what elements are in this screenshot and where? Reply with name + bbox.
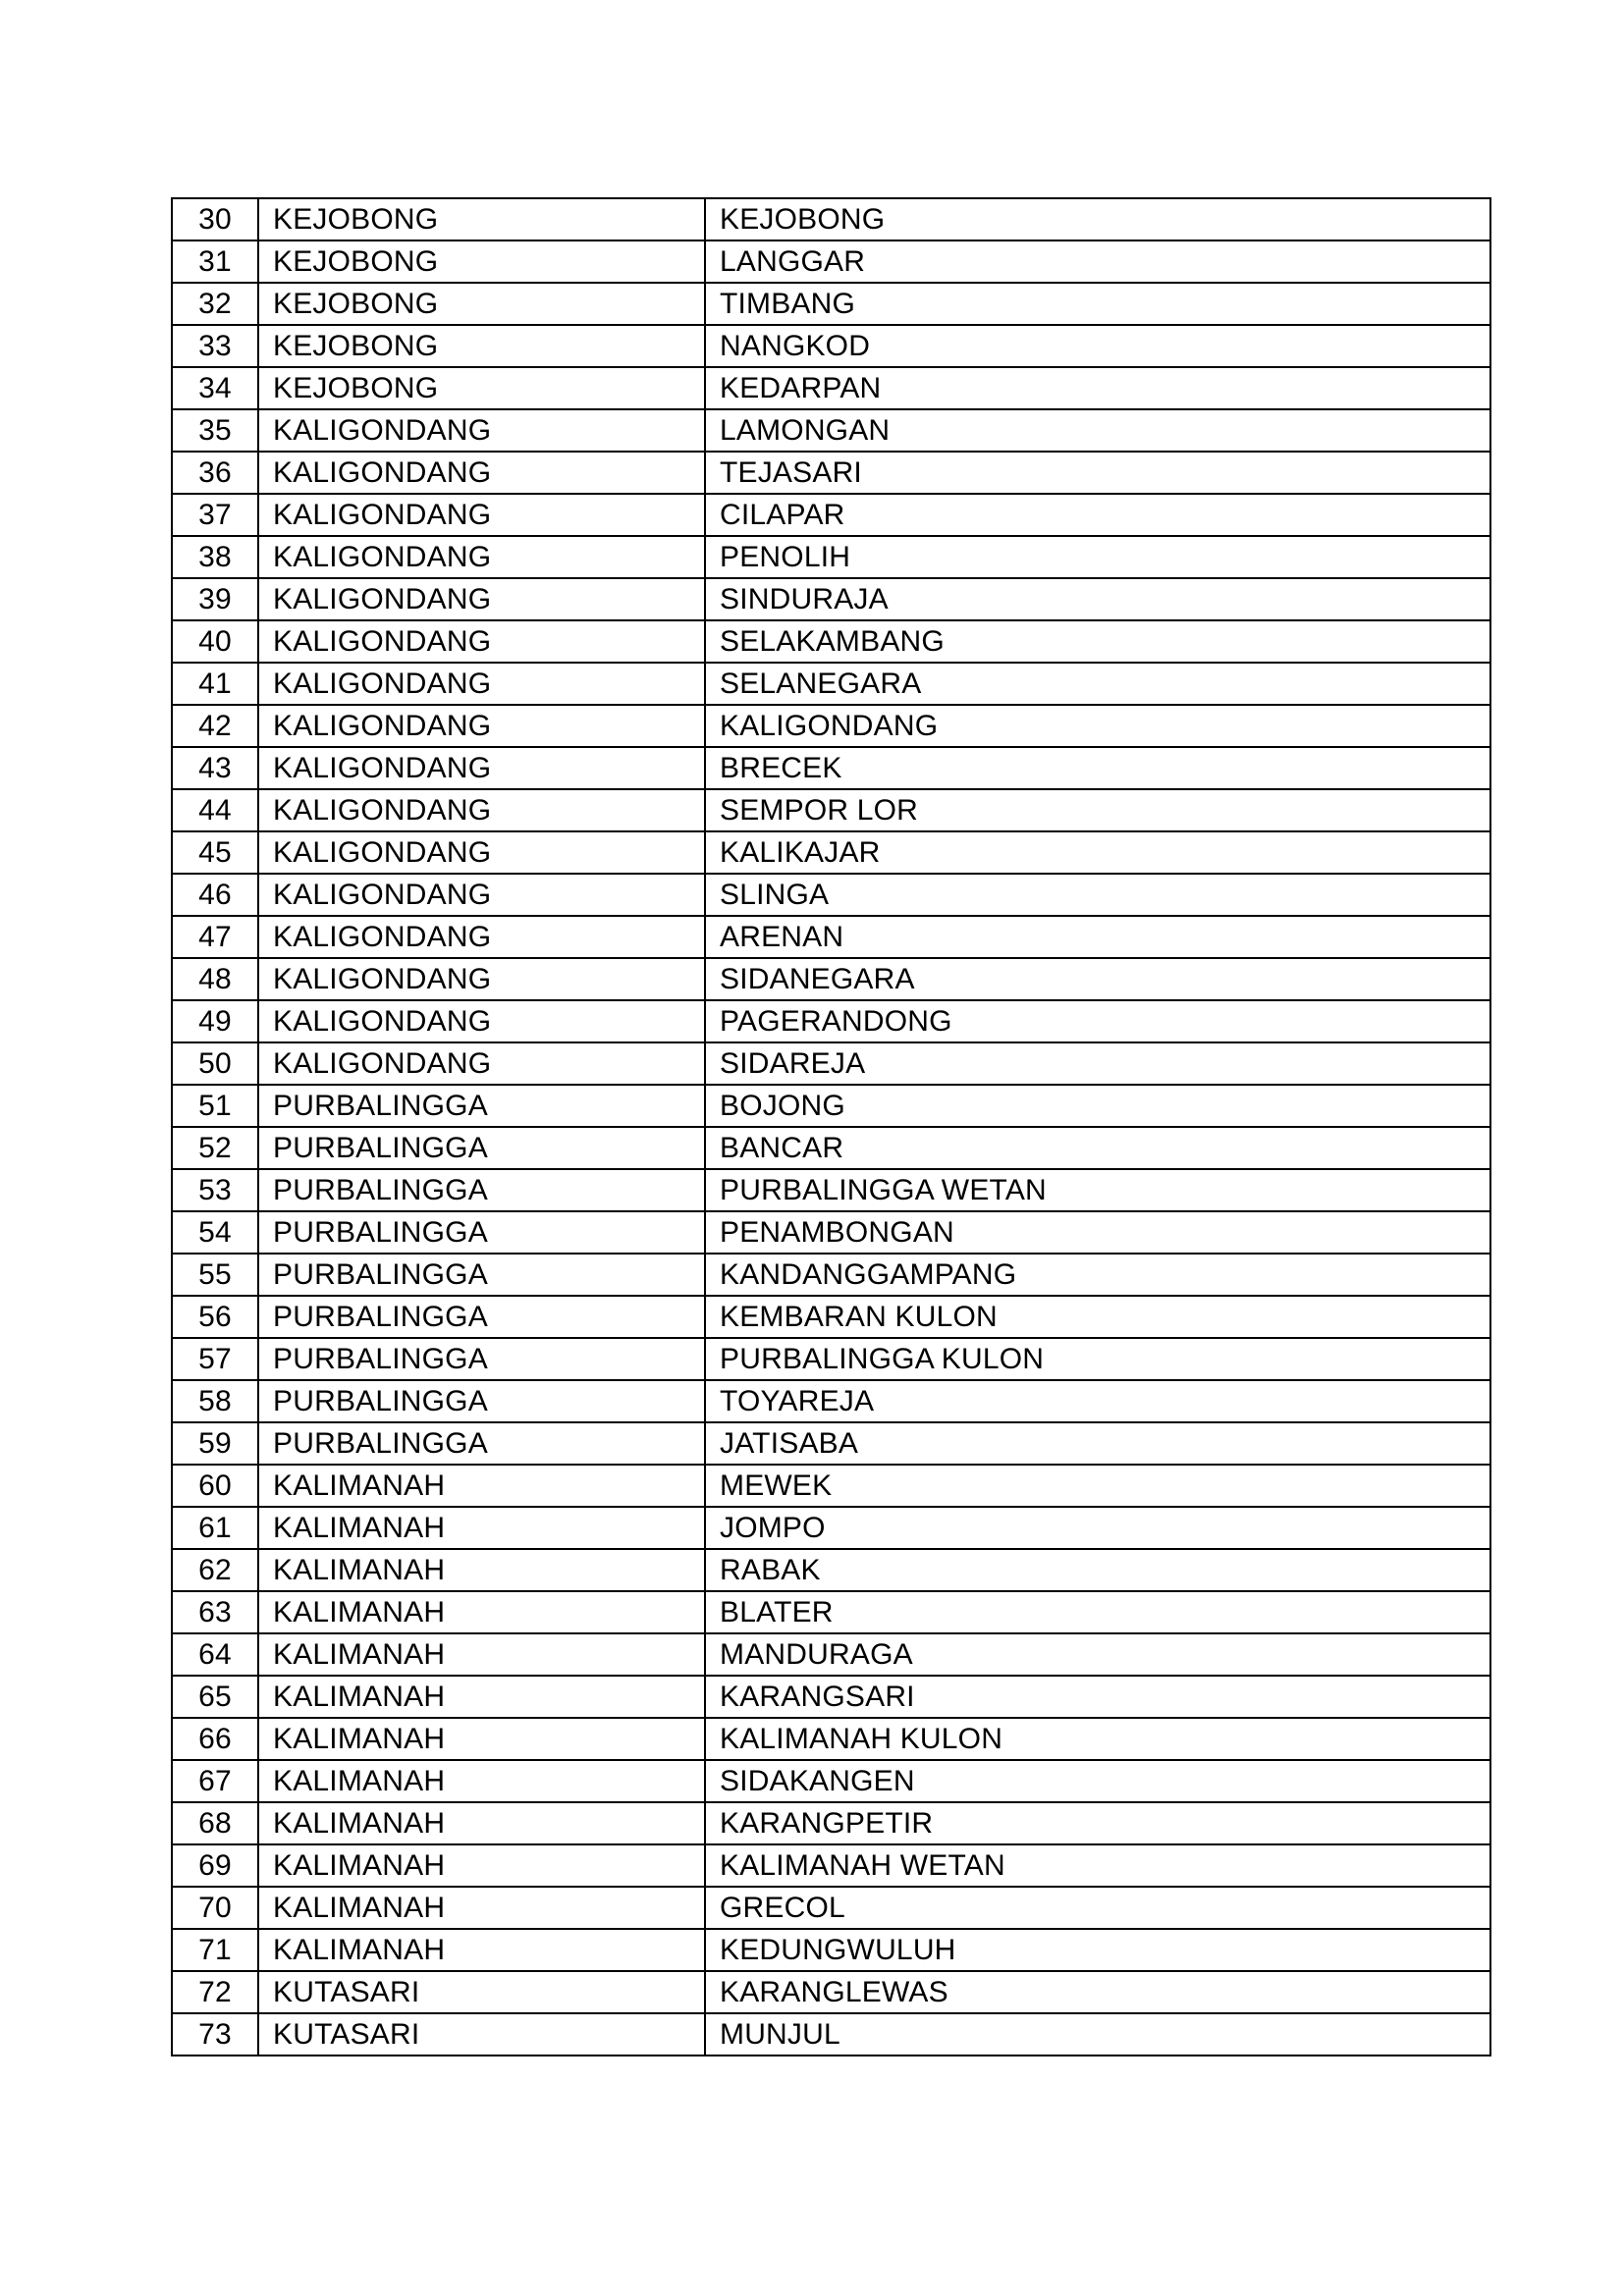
cell-village-name: KALIMANAH KULON (705, 1718, 1490, 1760)
cell-row-number: 52 (172, 1127, 258, 1169)
cell-row-number: 60 (172, 1465, 258, 1507)
cell-row-number: 31 (172, 240, 258, 283)
cell-district-name: KALIGONDANG (258, 1000, 705, 1042)
cell-district-name: KALIGONDANG (258, 705, 705, 747)
cell-village-name: BRECEK (705, 747, 1490, 789)
cell-village-name: JOMPO (705, 1507, 1490, 1549)
cell-village-name: SINDURAJA (705, 578, 1490, 620)
cell-row-number: 71 (172, 1929, 258, 1971)
table-row (172, 1085, 1490, 1127)
cell-row-number: 50 (172, 1042, 258, 1085)
cell-district-name: KUTASARI (258, 1971, 705, 2013)
cell-village-name: KEDUNGWULUH (705, 1929, 1490, 1971)
table-row (172, 1760, 1490, 1802)
cell-row-number: 56 (172, 1296, 258, 1338)
table-row (172, 452, 1490, 494)
table-row (172, 1507, 1490, 1549)
cell-village-name: KEDARPAN (705, 367, 1490, 409)
table-row (172, 1465, 1490, 1507)
cell-row-number: 41 (172, 663, 258, 705)
table-row (172, 1296, 1490, 1338)
cell-row-number: 32 (172, 283, 258, 325)
cell-village-name: KARANGLEWAS (705, 1971, 1490, 2013)
cell-row-number: 53 (172, 1169, 258, 1211)
table-row (172, 1169, 1490, 1211)
cell-district-name: KALIMANAH (258, 1549, 705, 1591)
cell-village-name: KANDANGGAMPANG (705, 1254, 1490, 1296)
cell-village-name: PENOLIH (705, 536, 1490, 578)
cell-district-name: PURBALINGGA (258, 1169, 705, 1211)
cell-row-number: 51 (172, 1085, 258, 1127)
cell-district-name: KALIMANAH (258, 1929, 705, 1971)
cell-village-name: BLATER (705, 1591, 1490, 1633)
cell-village-name: TEJASARI (705, 452, 1490, 494)
cell-village-name: JATISABA (705, 1422, 1490, 1465)
cell-district-name: PURBALINGGA (258, 1296, 705, 1338)
district-village-table (171, 197, 1491, 2056)
cell-village-name: SIDAKANGEN (705, 1760, 1490, 1802)
cell-district-name: KEJOBONG (258, 283, 705, 325)
cell-row-number: 70 (172, 1887, 258, 1929)
cell-district-name: KALIMANAH (258, 1718, 705, 1760)
table-row (172, 874, 1490, 916)
cell-village-name: NANGKOD (705, 325, 1490, 367)
table-row (172, 578, 1490, 620)
table-row (172, 198, 1490, 240)
table-row (172, 1591, 1490, 1633)
table-row (172, 409, 1490, 452)
table-row (172, 958, 1490, 1000)
cell-district-name: KALIMANAH (258, 1507, 705, 1549)
cell-row-number: 36 (172, 452, 258, 494)
cell-row-number: 33 (172, 325, 258, 367)
cell-village-name: PAGERANDONG (705, 1000, 1490, 1042)
cell-district-name: PURBALINGGA (258, 1085, 705, 1127)
cell-district-name: KALIGONDANG (258, 831, 705, 874)
cell-district-name: KALIGONDANG (258, 620, 705, 663)
cell-row-number: 49 (172, 1000, 258, 1042)
cell-village-name: BOJONG (705, 1085, 1490, 1127)
cell-row-number: 54 (172, 1211, 258, 1254)
table-row (172, 1971, 1490, 2013)
cell-district-name: KALIGONDANG (258, 789, 705, 831)
table-row (172, 1380, 1490, 1422)
cell-district-name: KALIMANAH (258, 1633, 705, 1676)
cell-village-name: SELANEGARA (705, 663, 1490, 705)
cell-district-name: PURBALINGGA (258, 1338, 705, 1380)
cell-district-name: PURBALINGGA (258, 1254, 705, 1296)
table-row (172, 494, 1490, 536)
cell-district-name: KALIMANAH (258, 1844, 705, 1887)
cell-village-name: CILAPAR (705, 494, 1490, 536)
table-row (172, 1338, 1490, 1380)
table-row (172, 2013, 1490, 2056)
table-row (172, 747, 1490, 789)
cell-village-name: SIDANEGARA (705, 958, 1490, 1000)
table-body (172, 198, 1490, 2056)
table-row (172, 1549, 1490, 1591)
cell-district-name: PURBALINGGA (258, 1422, 705, 1465)
cell-district-name: PURBALINGGA (258, 1127, 705, 1169)
cell-district-name: KEJOBONG (258, 325, 705, 367)
table-row (172, 1844, 1490, 1887)
cell-district-name: KALIMANAH (258, 1760, 705, 1802)
cell-row-number: 30 (172, 198, 258, 240)
table-row (172, 916, 1490, 958)
cell-district-name: KALIGONDANG (258, 874, 705, 916)
cell-district-name: PURBALINGGA (258, 1211, 705, 1254)
table-row (172, 1211, 1490, 1254)
cell-village-name: MEWEK (705, 1465, 1490, 1507)
cell-row-number: 48 (172, 958, 258, 1000)
cell-district-name: KALIGONDANG (258, 1042, 705, 1085)
table-row (172, 367, 1490, 409)
cell-district-name: KALIGONDANG (258, 536, 705, 578)
cell-village-name: MANDURAGA (705, 1633, 1490, 1676)
cell-row-number: 58 (172, 1380, 258, 1422)
cell-village-name: TOYAREJA (705, 1380, 1490, 1422)
table-row (172, 1422, 1490, 1465)
cell-village-name: KALIMANAH WETAN (705, 1844, 1490, 1887)
cell-district-name: KALIMANAH (258, 1591, 705, 1633)
cell-district-name: KALIMANAH (258, 1887, 705, 1929)
cell-village-name: RABAK (705, 1549, 1490, 1591)
cell-row-number: 39 (172, 578, 258, 620)
cell-district-name: KALIGONDANG (258, 747, 705, 789)
table-row (172, 1676, 1490, 1718)
cell-district-name: KALIGONDANG (258, 452, 705, 494)
cell-row-number: 68 (172, 1802, 258, 1844)
cell-district-name: KALIGONDANG (258, 663, 705, 705)
table-row (172, 1633, 1490, 1676)
cell-district-name: KALIMANAH (258, 1465, 705, 1507)
table-row (172, 1802, 1490, 1844)
cell-row-number: 47 (172, 916, 258, 958)
cell-row-number: 65 (172, 1676, 258, 1718)
table-row (172, 789, 1490, 831)
cell-village-name: KALIKAJAR (705, 831, 1490, 874)
table-row (172, 536, 1490, 578)
cell-district-name: PURBALINGGA (258, 1380, 705, 1422)
cell-village-name: KALIGONDANG (705, 705, 1490, 747)
table-row (172, 1127, 1490, 1169)
cell-district-name: KALIGONDANG (258, 578, 705, 620)
table-row (172, 663, 1490, 705)
cell-row-number: 37 (172, 494, 258, 536)
table-row (172, 283, 1490, 325)
cell-village-name: MUNJUL (705, 2013, 1490, 2056)
table-row (172, 325, 1490, 367)
cell-village-name: LAMONGAN (705, 409, 1490, 452)
cell-village-name: SEMPOR LOR (705, 789, 1490, 831)
cell-row-number: 38 (172, 536, 258, 578)
cell-district-name: KALIMANAH (258, 1802, 705, 1844)
cell-district-name: KEJOBONG (258, 198, 705, 240)
cell-village-name: PENAMBONGAN (705, 1211, 1490, 1254)
table-row (172, 1929, 1490, 1971)
table-row (172, 1254, 1490, 1296)
cell-row-number: 35 (172, 409, 258, 452)
cell-village-name: SELAKAMBANG (705, 620, 1490, 663)
cell-village-name: KARANGPETIR (705, 1802, 1490, 1844)
cell-row-number: 61 (172, 1507, 258, 1549)
cell-district-name: KALIGONDANG (258, 958, 705, 1000)
cell-district-name: KALIMANAH (258, 1676, 705, 1718)
cell-row-number: 46 (172, 874, 258, 916)
cell-row-number: 44 (172, 789, 258, 831)
table-row (172, 240, 1490, 283)
cell-row-number: 55 (172, 1254, 258, 1296)
cell-village-name: PURBALINGGA WETAN (705, 1169, 1490, 1211)
cell-village-name: LANGGAR (705, 240, 1490, 283)
cell-village-name: KARANGSARI (705, 1676, 1490, 1718)
cell-row-number: 66 (172, 1718, 258, 1760)
cell-row-number: 69 (172, 1844, 258, 1887)
cell-row-number: 43 (172, 747, 258, 789)
cell-village-name: KEMBARAN KULON (705, 1296, 1490, 1338)
cell-row-number: 63 (172, 1591, 258, 1633)
table-row (172, 620, 1490, 663)
cell-row-number: 62 (172, 1549, 258, 1591)
cell-village-name: PURBALINGGA KULON (705, 1338, 1490, 1380)
cell-row-number: 73 (172, 2013, 258, 2056)
cell-village-name: TIMBANG (705, 283, 1490, 325)
table-row (172, 1000, 1490, 1042)
table-row (172, 1718, 1490, 1760)
cell-row-number: 72 (172, 1971, 258, 2013)
cell-district-name: KUTASARI (258, 2013, 705, 2056)
table-row (172, 1042, 1490, 1085)
cell-row-number: 64 (172, 1633, 258, 1676)
cell-row-number: 42 (172, 705, 258, 747)
cell-village-name: ARENAN (705, 916, 1490, 958)
cell-village-name: BANCAR (705, 1127, 1490, 1169)
cell-district-name: KALIGONDANG (258, 494, 705, 536)
cell-district-name: KALIGONDANG (258, 916, 705, 958)
cell-village-name: SIDAREJA (705, 1042, 1490, 1085)
cell-row-number: 57 (172, 1338, 258, 1380)
cell-row-number: 59 (172, 1422, 258, 1465)
cell-district-name: KALIGONDANG (258, 409, 705, 452)
cell-village-name: GRECOL (705, 1887, 1490, 1929)
table-row (172, 705, 1490, 747)
table-row (172, 831, 1490, 874)
table-row (172, 1887, 1490, 1929)
cell-district-name: KEJOBONG (258, 240, 705, 283)
cell-village-name: KEJOBONG (705, 198, 1490, 240)
cell-row-number: 34 (172, 367, 258, 409)
cell-row-number: 40 (172, 620, 258, 663)
cell-row-number: 45 (172, 831, 258, 874)
cell-village-name: SLINGA (705, 874, 1490, 916)
cell-district-name: KEJOBONG (258, 367, 705, 409)
cell-row-number: 67 (172, 1760, 258, 1802)
